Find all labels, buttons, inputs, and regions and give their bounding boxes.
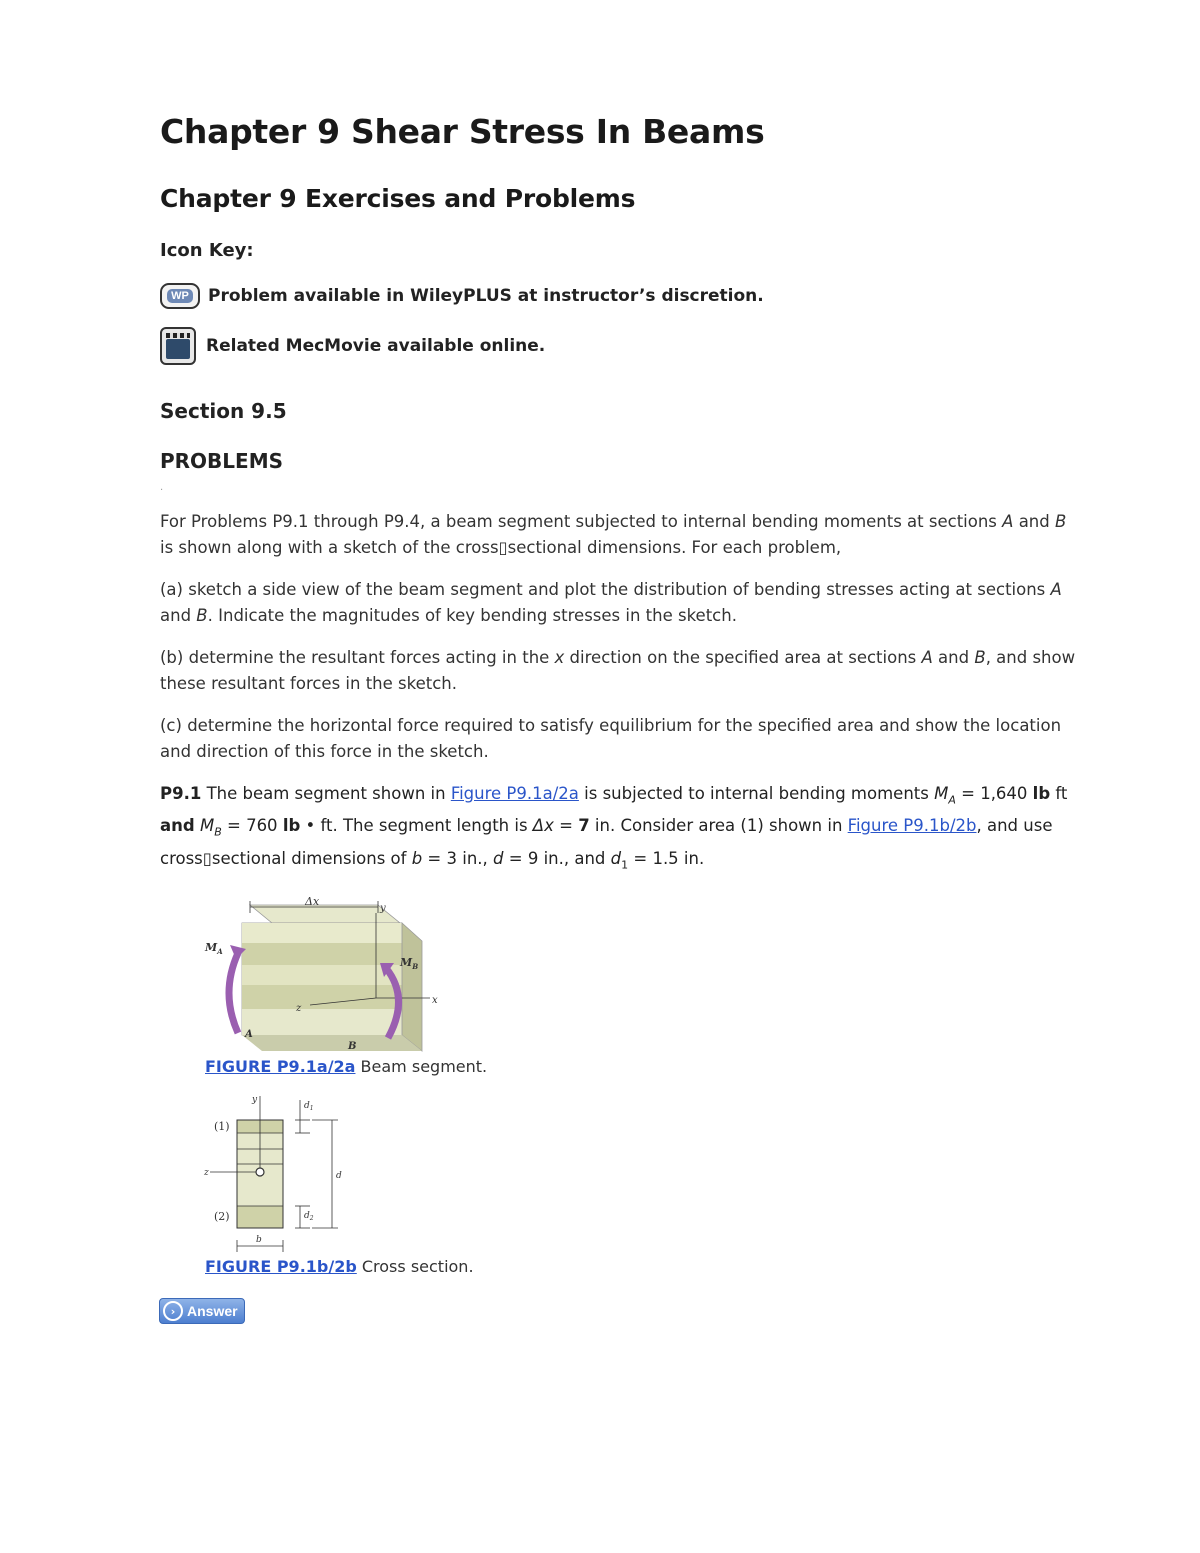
mecmovie-text: Related MecMovie available online. xyxy=(206,336,546,356)
wp-badge-text: WP xyxy=(167,289,193,303)
part-c-text: (c) determine the horizontal force required to satisfy equilibrium for the specified area and show the location and direction of this force in the sketch. xyxy=(160,716,1062,761)
icon-key-heading: Icon Key: xyxy=(160,240,254,261)
cs-d2-label: $d_2$ xyxy=(304,1211,314,1222)
answer-button-label: Answer xyxy=(187,1303,238,1319)
clapperboard-icon xyxy=(160,327,196,365)
icon-key-mecmovie-row xyxy=(160,327,1080,365)
separator: · xyxy=(160,485,164,496)
figure-p9-1a-link[interactable]: Figure P9.1a/2a xyxy=(450,784,579,803)
moment-a-label: $M_A$ xyxy=(205,941,223,956)
chapter-subtitle: Chapter 9 Exercises and Problems xyxy=(160,184,636,213)
chevron-right-circle-icon: › xyxy=(163,1301,183,1321)
x-axis-label: x xyxy=(432,995,438,1006)
figure-p9-1a-label[interactable]: FIGURE P9.1a/2a xyxy=(205,1057,356,1076)
section-a-label: A xyxy=(245,1029,253,1040)
cs-y-label: y xyxy=(252,1095,258,1105)
dx-label: Δx xyxy=(305,895,320,908)
wileyplus-badge-icon xyxy=(160,283,200,309)
z-axis-label: z xyxy=(296,1003,302,1014)
figure-p9-1a-caption: FIGURE P9.1a/2a Beam segment. xyxy=(205,1057,488,1076)
wileyplus-text: Problem available in WileyPLUS at instructor’s discretion. xyxy=(208,286,764,306)
part-b-text: (b) determine the resultant forces acting in the x direction on the specified area at sections A and B, and show these resultant forces in the sketch. xyxy=(160,648,1076,693)
cs-z-label: z xyxy=(204,1168,209,1178)
beam-segment-figure xyxy=(200,893,460,1058)
y-axis-label: y xyxy=(380,903,386,914)
section-heading: Section 9.5 xyxy=(160,399,287,423)
area-1-label: (1) xyxy=(214,1120,230,1133)
problems-intro: For Problems P9.1 through P9.4, a beam segment subjected to internal bending moments at sections A and B is shown along with a sketch of the cross▯sectional dimensions. For each problem, xyxy=(160,512,1067,557)
chapter-title: Chapter 9 Shear Stress In Beams xyxy=(160,112,765,151)
answer-button[interactable] xyxy=(159,1298,245,1324)
cs-b-label: b xyxy=(256,1235,262,1245)
moment-b-label: $M_B$ xyxy=(400,956,419,971)
cs-d-label: d xyxy=(336,1171,342,1181)
cs-d1-label: $d_1$ xyxy=(304,1101,314,1112)
section-b-label: B xyxy=(348,1041,357,1052)
area-2-label: (2) xyxy=(214,1210,230,1223)
figure-p9-1b-caption: FIGURE P9.1b/2b Cross section. xyxy=(205,1257,474,1276)
document-page xyxy=(160,112,1080,878)
figure-p9-1b-label[interactable]: FIGURE P9.1b/2b xyxy=(205,1257,357,1276)
figure-p9-1b-link[interactable]: Figure P9.1b/2b xyxy=(847,816,977,836)
cross-section-figure xyxy=(200,1090,360,1255)
icon-key-wileyplus-row xyxy=(160,283,1080,309)
problems-heading: PROBLEMS xyxy=(160,449,284,473)
problem-p9-1-text: P9.1 The beam segment shown in Figure P9.1a/2a is subjected to internal bending moments $M_A = 1,640$ lb ft and $M_B = 760$ lb • ft. The segment length is Δx = 7 in. Consider area (1) shown in Figure P9.1b/2b, and use cross▯sectional dimensions of b = 3 in., d = 9 in., and $d_1 = 1.5$ in. xyxy=(160,784,1068,871)
part-a-text: (a) sketch a side view of the beam segment and plot the distribution of bending stresses acting at sections A and B. Indicate the magnitudes of key bending stresses in the sketch. xyxy=(160,580,1062,625)
